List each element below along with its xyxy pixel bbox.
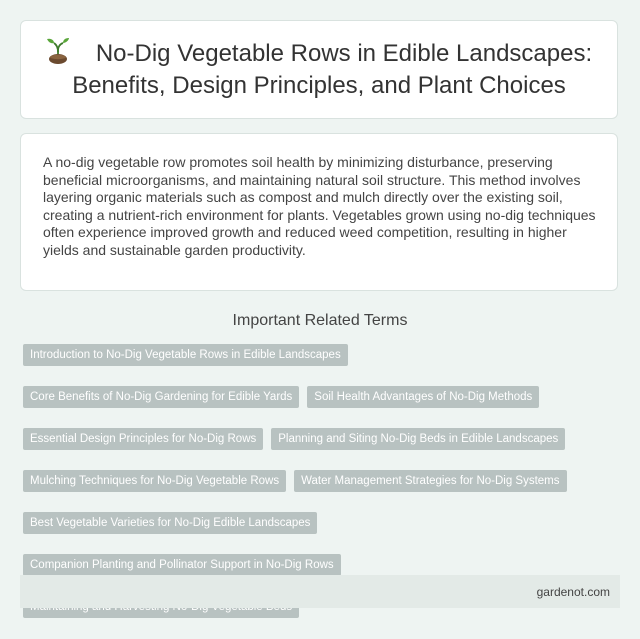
footer-site-link[interactable]: gardenot.com <box>536 584 610 599</box>
related-term-tag[interactable]: Companion Planting and Pollinator Support in No-Dig Rows <box>23 554 341 576</box>
related-term-tag[interactable]: Planning and Siting No-Dig Beds in Edible Landscapes <box>271 428 565 450</box>
sprout-icon <box>46 38 70 64</box>
related-term-tag[interactable]: Soil Health Advantages of No-Dig Methods <box>307 386 539 408</box>
page-title-text: No-Dig Vegetable Rows in Edible Landscapes: Benefits, Design Principles, and Plant Choices <box>72 39 593 99</box>
related-term-tag[interactable]: Mulching Techniques for No-Dig Vegetable Rows <box>23 470 286 492</box>
page-title <box>21 38 617 102</box>
description-card <box>20 133 618 291</box>
related-terms-heading: Important Related Terms <box>232 312 408 329</box>
related-term-tag[interactable]: Water Management Strategies for No-Dig Systems <box>294 470 566 492</box>
title-card <box>20 20 618 119</box>
related-term-tag[interactable]: Core Benefits of No-Dig Gardening for Edible Yards <box>23 386 299 408</box>
related-term-tag[interactable]: Introduction to No-Dig Vegetable Rows in Edible Landscapes <box>23 344 348 366</box>
related-term-tag[interactable]: Best Vegetable Varieties for No-Dig Edible Landscapes <box>23 512 317 534</box>
description-text: A no-dig vegetable row promotes soil health by minimizing disturbance, preserving beneficial microorganisms, and maintaining natural soil structure. This method involves layering organic materials such as compost and mulch directly over the existing soil, creating a nutrient-rich environment for plants. Vegetables grown using no-dig techniques often experience improved growth and reduced weed competition, resulting in higher yields and sustainable garden productivity. <box>43 154 596 258</box>
related-term-tag[interactable]: Essential Design Principles for No-Dig Rows <box>23 428 263 450</box>
footer <box>20 575 620 608</box>
